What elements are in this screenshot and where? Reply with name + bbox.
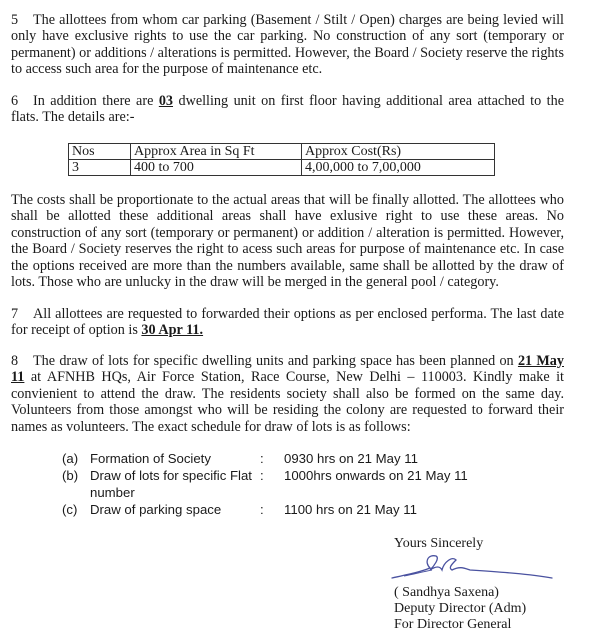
- header-nos: Nos: [69, 144, 131, 160]
- paragraph-5: [11, 12, 564, 78]
- cell-cost: 4,00,000 to 7,00,000: [302, 160, 495, 176]
- schedule-time: 1100 hrs on 21 May 11: [284, 502, 417, 517]
- cell-nos: 3: [69, 160, 131, 176]
- paragraph-text: The allottees from whom car parking (Basement / Stilt / Open) charges are being levied will only have exclusive rights to use the car parking. No construction of any sort (temporary or permanent) or additions / alterations is permitted. However, the Board / Society reserve the rights to access such area for the purpose of maintenance etc.: [11, 12, 564, 78]
- unit-count-highlight: 03: [158, 93, 174, 109]
- schedule-colon: :: [260, 502, 264, 517]
- paragraph-number: 7: [11, 306, 19, 322]
- schedule-colon: :: [260, 451, 264, 466]
- schedule-label: (b): [62, 468, 79, 483]
- paragraph-8: [11, 353, 564, 435]
- paragraph-6-continued: [11, 192, 564, 290]
- paragraph-text: dwelling unit on first floor having additional area attached to the flats. The details are:-: [11, 93, 564, 126]
- signatory-details: [394, 585, 526, 633]
- paragraph-text: at AFNHB HQs, Air Force Station, Race Course, New Delhi – 110003. Kindly make it convienient to attend the draw. The residents society shall also be formed on the same day. Volunteers from those amongst who will be residing the colony are requested to forward their names as volunteers. The exact schedule for draw of lots is as follows:: [11, 369, 564, 435]
- paragraph-text: The draw of lots for specific dwelling units and parking space has been planned on: [33, 353, 518, 369]
- signatory-on-behalf: For Director General: [394, 617, 512, 632]
- paragraph-7: [11, 306, 564, 339]
- schedule-time: 0930 hrs on 21 May 11: [284, 451, 418, 466]
- draw-date-highlight: 21 May 11: [11, 353, 564, 386]
- schedule-label: (c): [62, 502, 78, 517]
- paragraph-number: 8: [11, 353, 19, 369]
- handwritten-signature-icon: [390, 552, 555, 584]
- schedule-label: (a): [62, 451, 79, 466]
- closing-text: Yours Sincerely: [394, 536, 484, 551]
- signatory-designation: Deputy Director (Adm): [394, 601, 527, 616]
- schedule-description: Draw of parking space: [90, 502, 222, 517]
- paragraph-text: All allottees are requested to forwarded their options as per enclosed performa. The last date for receipt of option is: [11, 306, 564, 339]
- paragraph-number: 5: [11, 12, 19, 28]
- schedule-description: Draw of lots for specific Flat number: [90, 468, 252, 500]
- header-cost: Approx Cost(Rs): [302, 144, 495, 160]
- table-row: [69, 160, 495, 176]
- signatory-name: ( Sandhya Saxena): [394, 585, 499, 600]
- table-header-row: [69, 144, 495, 160]
- schedule-colon: :: [260, 468, 264, 483]
- header-area: Approx Area in Sq Ft: [131, 144, 302, 160]
- additional-area-table: [68, 143, 495, 176]
- paragraph-text: In addition there are: [33, 93, 159, 109]
- last-date-highlight: 30 Apr 11.: [141, 322, 204, 339]
- cell-area: 400 to 700: [131, 160, 302, 176]
- paragraph-text: The costs shall be proportionate to the actual areas that will be finally allotted. The allottees who shall be allotted these additional areas shall have exlusive right to use these areas. No construction of any sort (temporary or permanent) or addition / alteration is permitted. However, the Board / Society reserves the right to acess such areas for purpose of maintenance etc. In case the options received are more than the numbers available, same shall be allotted by the draw of lots. Those who are unlucky in the draw will be merged in the general pool / category.: [11, 192, 564, 291]
- schedule-description: Formation of Society: [90, 451, 211, 466]
- paragraph-6: [11, 93, 564, 126]
- closing-salutation: [394, 536, 483, 552]
- paragraph-number: 6: [11, 93, 19, 109]
- schedule-time: 1000hrs onwards on 21 May 11: [284, 468, 468, 483]
